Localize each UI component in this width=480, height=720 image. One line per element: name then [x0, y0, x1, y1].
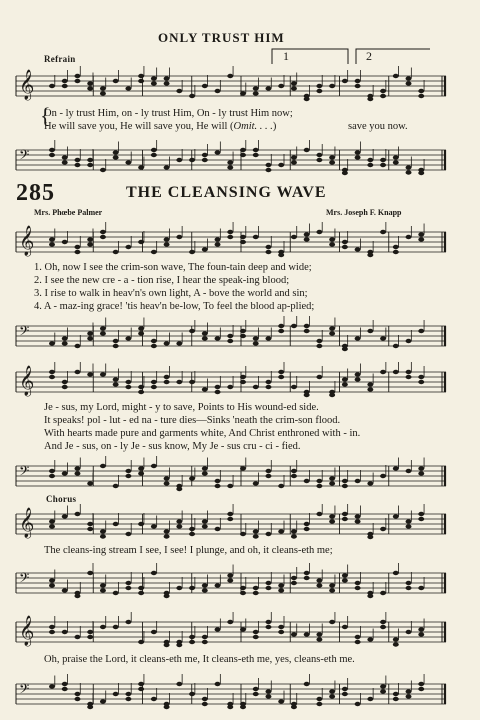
- bass-staff-2: [14, 316, 434, 356]
- verse-1-line-a: 1. Oh, now I see the crim-son wave, The foun-tain deep and wide;: [34, 262, 312, 273]
- svg-text:𝄞: 𝄞: [19, 70, 35, 100]
- svg-text:𝄞: 𝄞: [19, 616, 35, 646]
- svg-text:𝄢: 𝄢: [19, 147, 30, 166]
- treble-staff-1: [14, 66, 434, 106]
- svg-text:𝄞: 𝄞: [19, 508, 35, 538]
- chorus-label: Chorus: [46, 494, 77, 504]
- treble-staff-4: [14, 504, 434, 544]
- verse-4-line-b: And Je - sus, on - ly Je - sus know, My Je - sus cru - ci - fied.: [44, 441, 301, 452]
- song-title: ONLY TRUST HIM: [158, 30, 285, 45]
- treble-staff-5: [14, 612, 434, 652]
- bass-staff-4: [14, 563, 434, 603]
- svg-text:𝄢: 𝄢: [19, 323, 30, 342]
- author-credit: Mrs. Phœbe Palmer: [34, 208, 103, 217]
- bass-staff-3: [14, 456, 434, 496]
- verse-2-line-a: 2. I see the new cre - a - tion rise, I hear the speak-ing blood;: [34, 275, 290, 286]
- svg-text:𝄞: 𝄞: [19, 366, 35, 396]
- hymn-number: 285: [16, 180, 55, 206]
- verse-4-line-a: 4. A - maz-ing grace! 'tis heav'n be-low, To feel the blood ap-plied;: [34, 301, 315, 312]
- verse-3-line-b: With hearts made pure and garments white, And Christ enthroned with - in.: [44, 428, 361, 439]
- hymn-title: THE CLEANSING WAVE: [126, 184, 327, 201]
- verse-3-line-a: 3. I rise to walk in heav'n's own light, A - bove the world and sin;: [34, 288, 308, 299]
- svg-text:𝄞: 𝄞: [19, 226, 35, 256]
- svg-text:𝄢: 𝄢: [19, 570, 30, 589]
- lyric-line-1: On - ly trust Him, on - ly trust Him, On - ly trust Him now;: [44, 108, 293, 119]
- bass-staff-5: [14, 674, 434, 714]
- first-ending-label: 1: [283, 49, 289, 63]
- verse-2-line-b: It speaks! pol - lut - ed na - ture dies—Sinks 'neath the crim-son flood.: [44, 415, 341, 426]
- treble-staff-2: [14, 222, 434, 262]
- volta-brackets: [270, 46, 440, 66]
- svg-text:𝄢: 𝄢: [19, 463, 30, 482]
- section-label-refrain: Refrain: [44, 54, 76, 64]
- second-ending-label: 2: [366, 49, 372, 63]
- chorus-line-1: The cleans-ing stream I see, I see! I plunge, and oh, it cleans-eth me;: [44, 545, 333, 556]
- chorus-line-2: Oh, praise the Lord, it cleans-eth me, It cleans-eth me, yes, cleans-eth me.: [44, 654, 355, 665]
- bass-staff-1: [14, 140, 434, 180]
- brace: {: [40, 103, 51, 128]
- verse-1-line-b: Je - sus, my Lord, might - y to save, Points to His wound-ed side.: [44, 402, 319, 413]
- lyric-line-2-end: save you now.: [348, 121, 408, 132]
- composer-credit: Mrs. Joseph F. Knapp: [326, 208, 402, 217]
- lyric-line-2: He will save you, He will save you, He will (Omit. . . .): [44, 121, 277, 132]
- svg-text:𝄢: 𝄢: [19, 681, 30, 700]
- treble-staff-3: [14, 362, 434, 402]
